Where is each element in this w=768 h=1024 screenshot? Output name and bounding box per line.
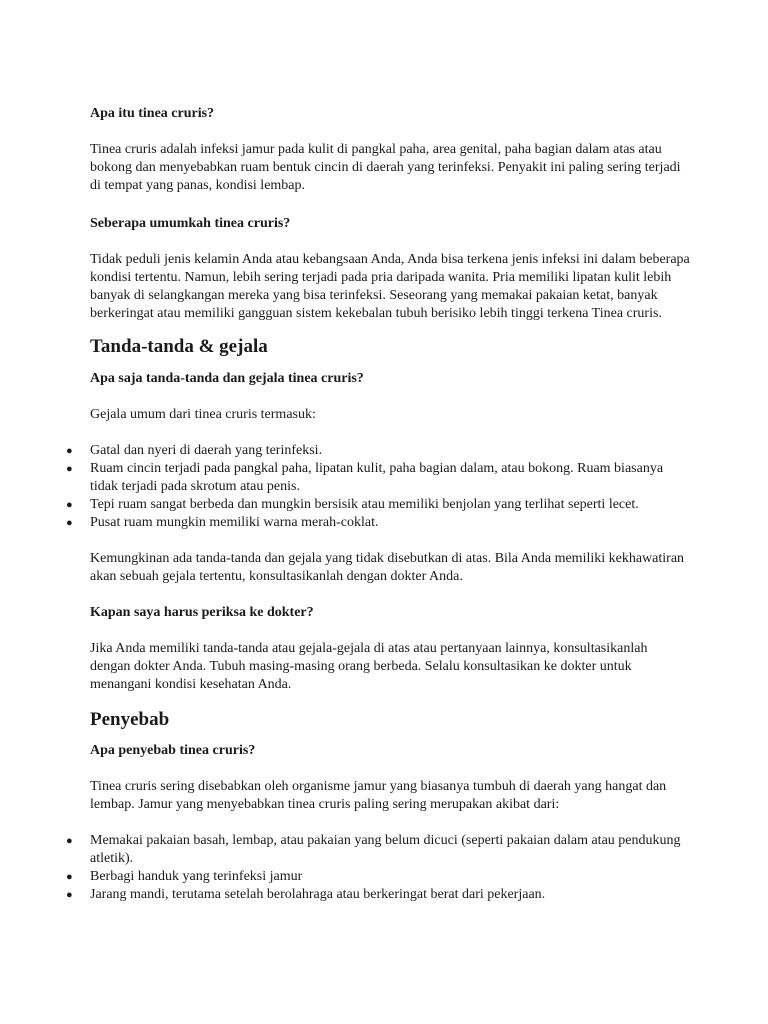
- list-item: [66, 832, 690, 868]
- list-item-text: Pusat ruam mungkin memiliki warna merah-coklat.: [90, 515, 379, 530]
- list-item-text: Memakai pakaian basah, lembap, atau pakaian yang belum dicuci (seperti pakaian dalam atau pendukung atletik).: [90, 833, 681, 866]
- question-heading-2: Seberapa umumkah tinea cruris?: [90, 216, 291, 231]
- question-heading-3: Apa saja tanda-tanda dan gejala tinea cruris?: [90, 371, 364, 386]
- list-item: [66, 868, 690, 886]
- cause-list: [66, 832, 690, 904]
- list-item-text: Berbagi handuk yang terinfeksi jamur: [90, 869, 303, 884]
- paragraph-2: Tidak peduli jenis kelamin Anda atau kebangsaan Anda, Anda bisa terkena jenis infeksi ini dalam beberapa kondisi tertentu. Namun, lebih sering terjadi pada pria daripada wanita. Pria memiliki lipatan kulit lebih banyak di selangkangan mereka yang bisa terinfeksi. Seseorang yang memakai pakaian ketat, banyak berkeringat atau memiliki gangguan sistem kekebalan tubuh berisiko lebih tinggi terkena Tinea cruris.: [90, 252, 690, 321]
- list-item-text: Gatal dan nyeri di daerah yang terinfeksi.: [90, 443, 323, 458]
- list-item: [66, 442, 690, 460]
- bullet-icon: ●: [66, 463, 73, 475]
- section-heading-tanda-gejala: Tanda-tanda & gejala: [90, 336, 268, 357]
- bullet-icon: ●: [66, 517, 73, 529]
- list-item: [66, 514, 690, 532]
- paragraph-5: Jika Anda memiliki tanda-tanda atau gejala-gejala di atas atau pertanyaan lainnya, konsultasikanlah dengan dokter Anda. Tubuh masing-masing orang berbeda. Selalu konsultasikan ke dokter untuk menangani kondisi kesehatan Anda.: [90, 641, 648, 692]
- list-item-text: Tepi ruam sangat berbeda dan mungkin bersisik atau memiliki benjolan yang terlihat seperti lecet.: [90, 497, 639, 512]
- question-heading-1: Apa itu tinea cruris?: [90, 106, 215, 121]
- section-heading-penyebab: Penyebab: [90, 709, 170, 730]
- paragraph-4: Kemungkinan ada tanda-tanda dan gejala yang tidak disebutkan di atas. Bila Anda memiliki kekhawatiran akan sebuah gejala tertentu, konsultasikanlah dengan dokter Anda.: [90, 551, 685, 584]
- bullet-icon: ●: [66, 445, 73, 457]
- question-heading-4: Kapan saya harus periksa ke dokter?: [90, 605, 314, 620]
- bullet-icon: ●: [66, 835, 73, 847]
- bullet-icon: ●: [66, 871, 73, 883]
- list-item-text: Jarang mandi, terutama setelah berolahraga atau berkeringat berat dari pekerjaan.: [90, 887, 546, 902]
- paragraph-3: Gejala umum dari tinea cruris termasuk:: [90, 407, 316, 422]
- paragraph-1: Tinea cruris adalah infeksi jamur pada kulit di pangkal paha, area genital, paha bagian dalam atas atau bokong dan menyebabkan ruam bentuk cincin di daerah yang terinfeksi. Penyakit ini paling sering terjadi di tempat yang panas, kondisi lembap.: [90, 142, 681, 193]
- list-item: [66, 460, 690, 496]
- symptom-list: [66, 442, 690, 532]
- list-item-text: Ruam cincin terjadi pada pangkal paha, lipatan kulit, paha bagian dalam, atau bokong. Ruam biasanya tidak terjadi pada skrotum atau penis.: [90, 461, 664, 494]
- list-item: [66, 886, 690, 904]
- bullet-icon: ●: [66, 889, 73, 901]
- list-item: [66, 496, 690, 514]
- paragraph-6: Tinea cruris sering disebabkan oleh organisme jamur yang biasanya tumbuh di daerah yang hangat dan lembap. Jamur yang menyebabkan tinea cruris paling sering merupakan akibat dari:: [90, 779, 667, 812]
- document-page: [66, 105, 690, 904]
- question-heading-5: Apa penyebab tinea cruris?: [90, 743, 256, 758]
- bullet-icon: ●: [66, 499, 73, 511]
